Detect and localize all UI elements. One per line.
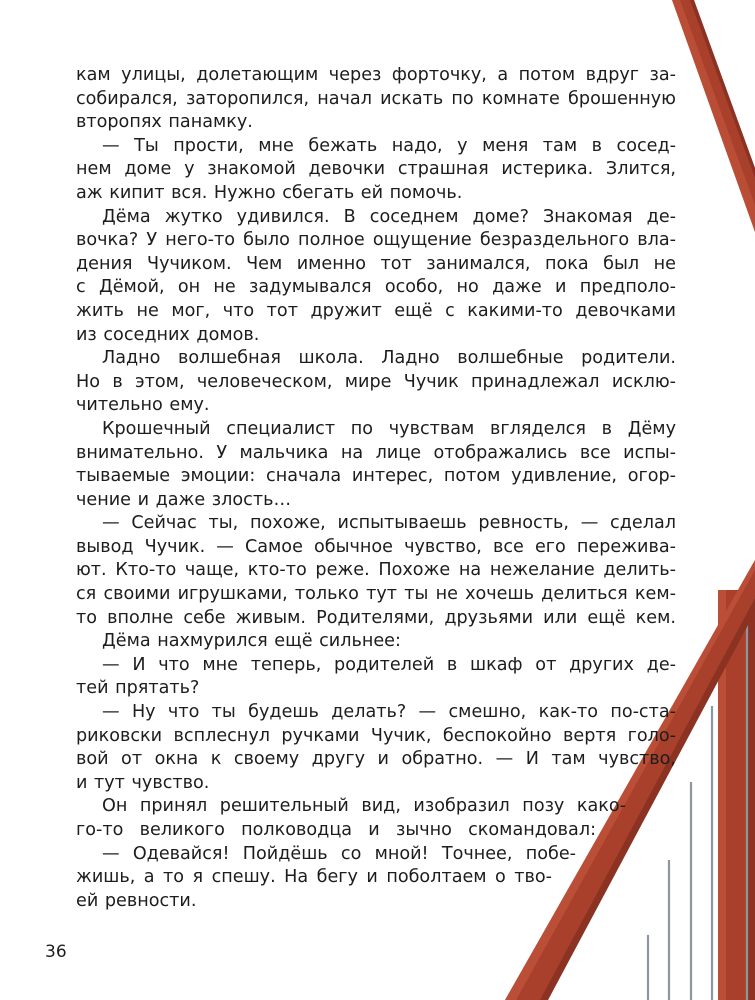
text-line: нем доме у знакомой девочки страшная истерика. Злится,: [76, 159, 676, 180]
text-line: второпях панамку.: [76, 112, 253, 133]
text-line: тываемые эмоции: сначала интерес, потом удивление, огор-: [76, 466, 676, 487]
text-line: го-то великого полководца и зычно скомандовал:: [76, 820, 596, 840]
text-line: кам улицы, долетающим через форточку, а потом вдруг за-: [76, 65, 676, 85]
text-line: Он принял решительный вид, изобразил позу како-: [102, 796, 626, 817]
text-line: собирался, заторопился, начал искать по комнате брошенную: [76, 88, 676, 109]
text-line: вывод Чучик. — Самое обычное чувство, все его пережива-: [76, 536, 676, 557]
text-line: вой от окна к своему другу и обратно. — И там чувство,: [76, 749, 676, 770]
text-line: жишь, а то я спешу. На бегу и поболтаем о тво-: [76, 867, 552, 888]
text-line: Но в этом, человеческом, мире Чучик принадлежал исклю-: [76, 371, 676, 392]
text-line: Крошечный специалист по чувствам вгляделся в Дёму: [102, 418, 676, 439]
text-line: риковски всплеснул ручками Чучик, беспокойно вертя голо-: [76, 725, 676, 746]
text-line: Ладно волшебная школа. Ладно волшебные родители.: [102, 348, 676, 369]
text-line: — Ты прости, мне бежать надо, у меня там в сосед-: [102, 135, 676, 156]
text-line: вочка? У него-то было полное ощущение безраздельного вла-: [76, 230, 676, 251]
text-line: ей ревности.: [76, 890, 197, 911]
text-line: ют. Кто-то чаще, кто-то реже. Похоже на нежелание делить-: [76, 560, 676, 581]
text-line: с Дёмой, он не задумывался особо, но даже и предполо-: [76, 277, 676, 298]
text-line: чение и даже злость…: [76, 489, 292, 510]
text-line: ся своими игрушками, только тут ты не хочешь делиться кем-: [76, 584, 676, 605]
page-number: 36: [45, 942, 67, 962]
text-line: — И что мне теперь, родителей в шкаф от других де-: [102, 654, 676, 675]
text-line: аж кипит вся. Нужно сбегать ей помочь.: [76, 182, 463, 203]
text-line: тей прятать?: [76, 678, 200, 699]
text-line: жить не мог, что тот дружит ещё с какими-то девочками: [76, 300, 676, 321]
text-line: внимательно. У мальчика на лице отображались все испы-: [76, 442, 676, 463]
text-line: из соседних домов.: [76, 324, 260, 345]
upper-handrail: [672, 0, 755, 232]
body-text: [76, 64, 676, 913]
text-line: Дёма жутко удивился. В соседнем доме? Знакомая де-: [102, 206, 676, 227]
text-line: чительно ему.: [76, 395, 210, 416]
text-line: то вполне себе живым. Родителями, друзьями или ещё кем.: [76, 607, 676, 628]
text-line: — Сейчас ты, похоже, испытываешь ревность, — сделал: [102, 513, 676, 534]
text-line: Дёма нахмурился ещё сильнее:: [102, 631, 401, 652]
text-line: дения Чучиком. Чем именно тот занимался, пока был не: [76, 253, 676, 274]
text-line: и тут чувство.: [76, 772, 210, 793]
text-line: — Ну что ты будешь делать? — смешно, как-то по-ста-: [102, 702, 676, 723]
text-line: — Одевайся! Пойдёшь со мной! Точнее, побе-: [102, 843, 576, 864]
